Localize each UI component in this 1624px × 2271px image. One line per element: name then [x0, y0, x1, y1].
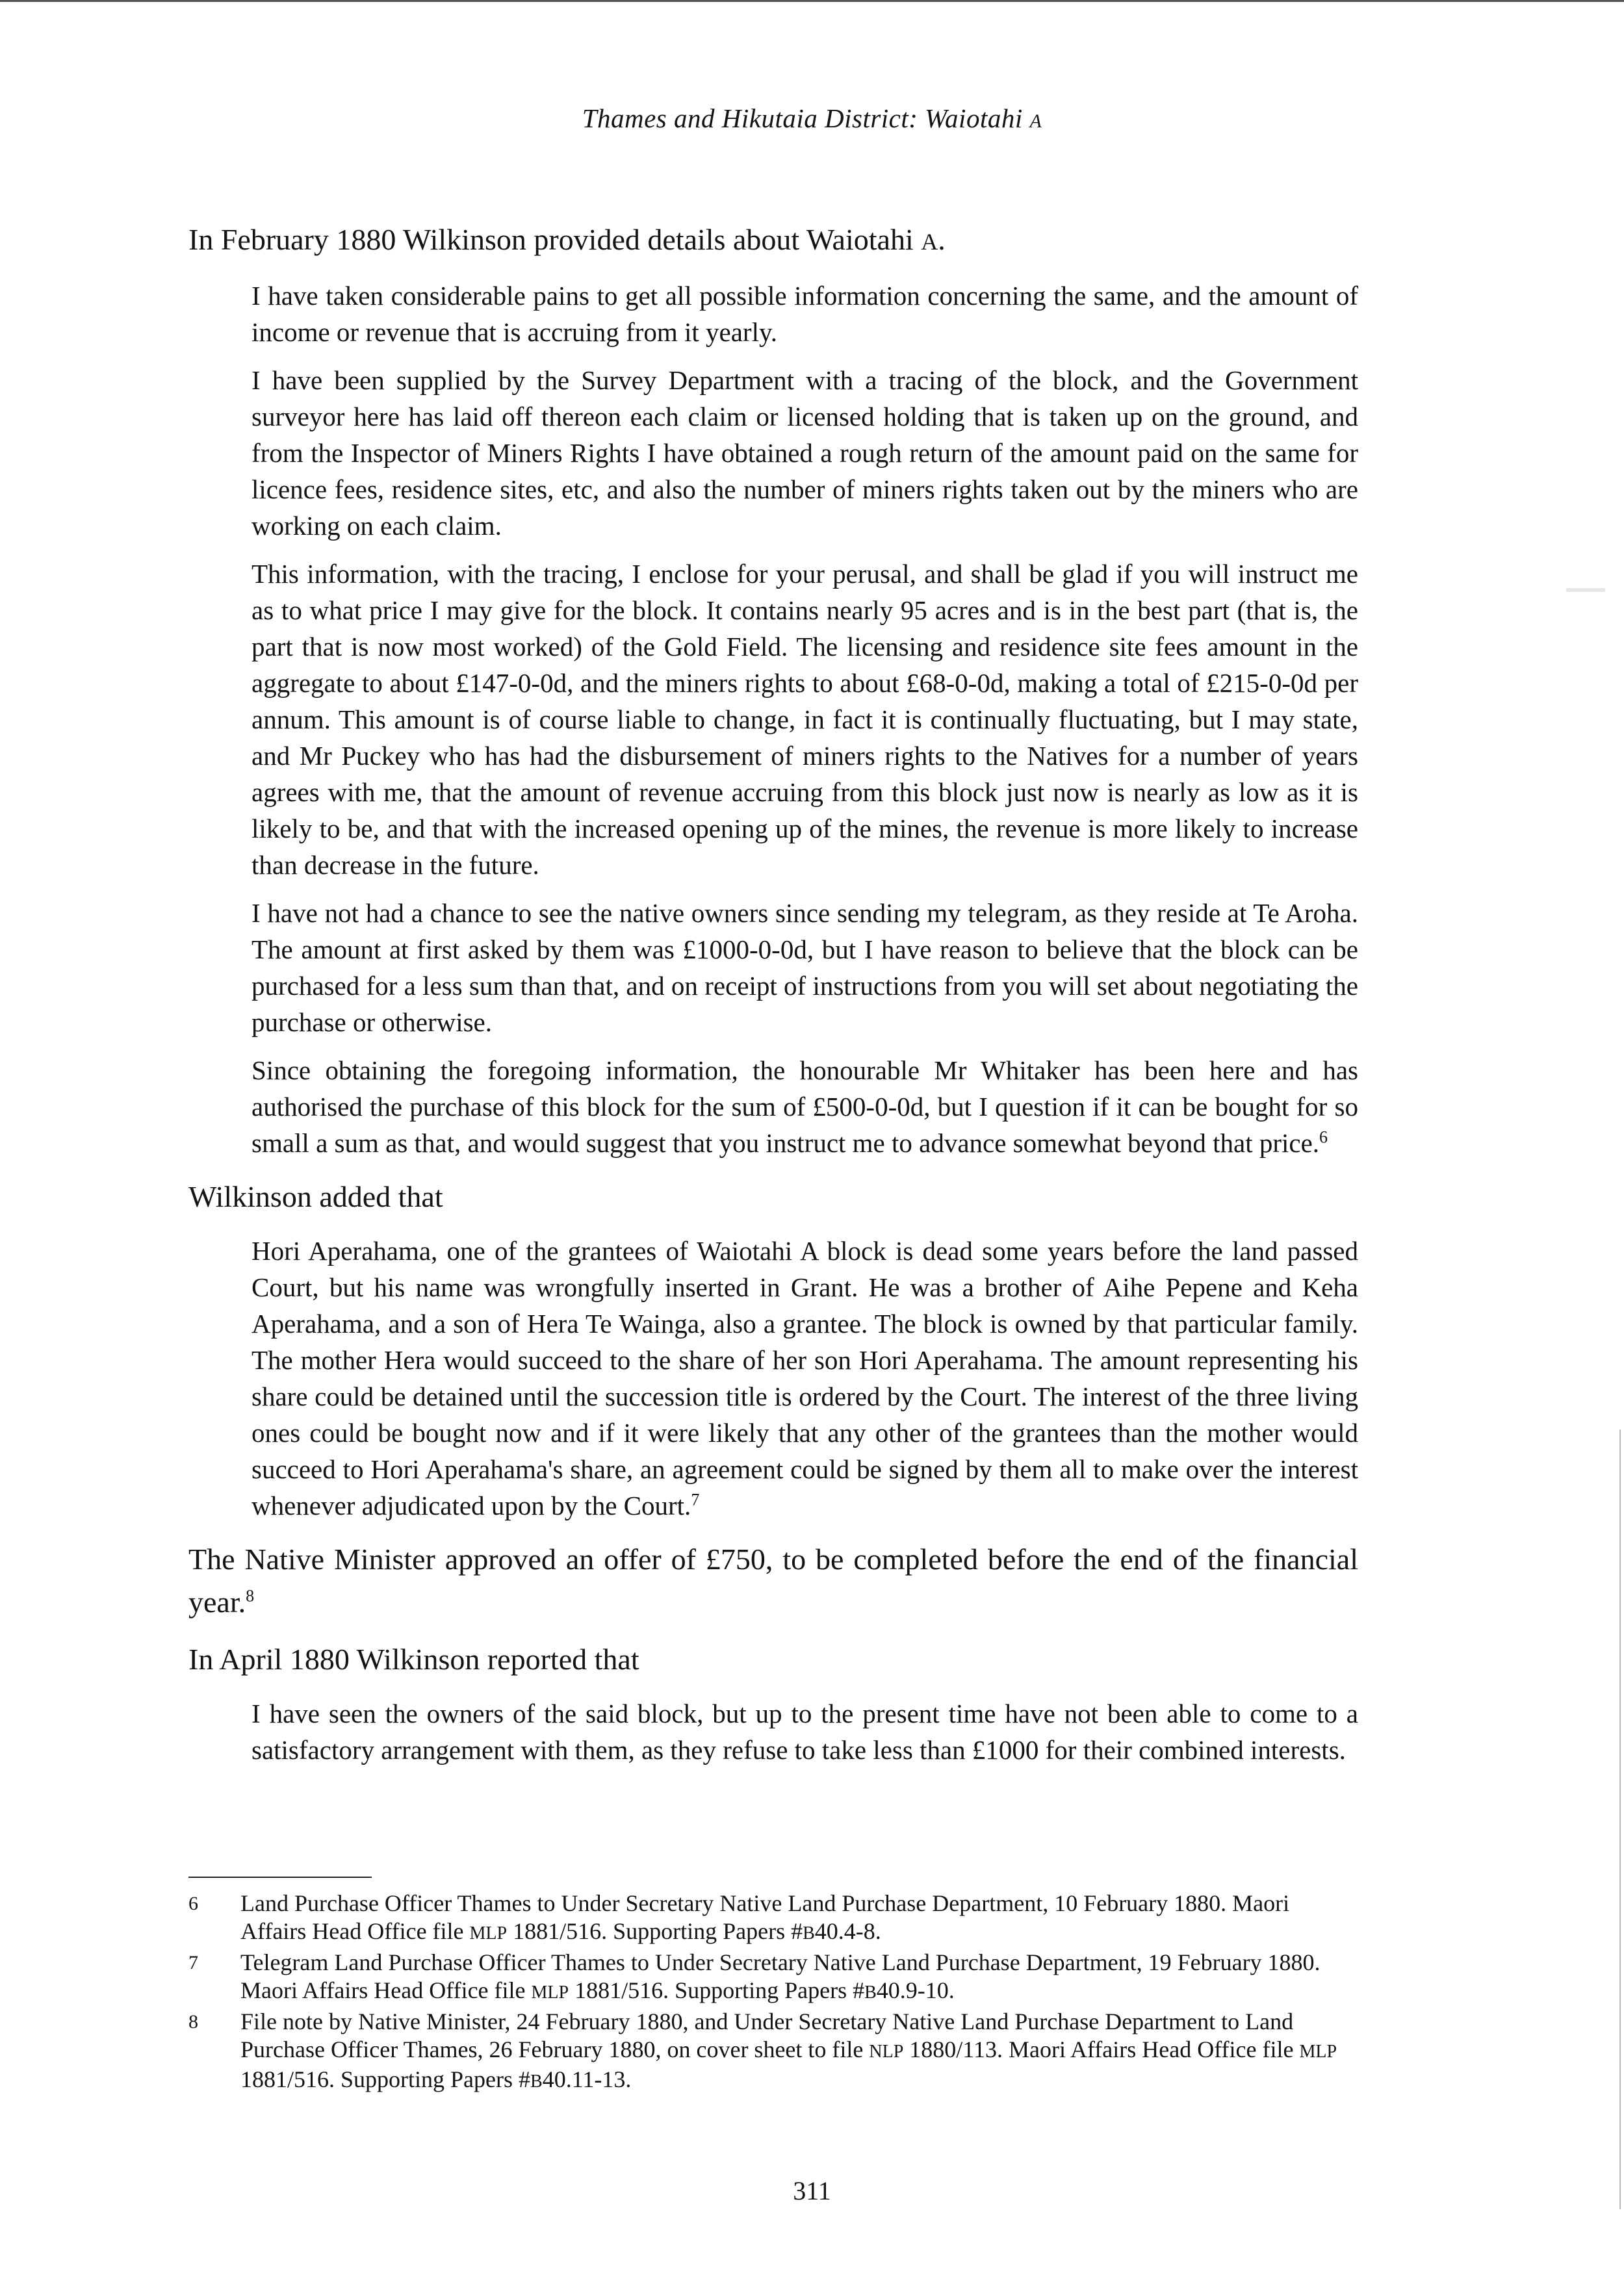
block-quote-2: [188, 1233, 1358, 1524]
intro-text: In February 1880 Wilkinson provided details about Waiotahi: [188, 223, 922, 256]
footnote-ref-8[interactable]: 8: [246, 1586, 255, 1606]
quote-text: Since obtaining the foregoing information, the honourable Mr Whitaker has been here and has authorised the purchase of this block for the sum of £500-0-0d, but I question if it can be bought for so small a sum as that, and would suggest that you instruct me to advance somewhat beyond that price.: [251, 1055, 1358, 1158]
footnote-ref-7[interactable]: 7: [691, 1490, 700, 1509]
quote-paragraph: This information, with the tracing, I enclose for your perusal, and shall be glad if you will instruct me as to what price I may give for the block. It contains nearly 95 acres and is in the best part (that is, the part that is now most worked) of the Gold Field. The licensing and residence site fees amount in the aggregate to about £147-0-0d, and the miners rights to about £68-0-0d, making a total of £215-0-0d per annum. This amount is of course liable to change, in fact it is continually fluctuating, but I may state, and Mr Puckey who has had the disbursement of miners rights to the Natives for a number of years agrees with me, that the amount of revenue accruing from this block just now is nearly as low as it is likely to be, and that with the increased opening up of the mines, the revenue is more likely to increase than decrease in the future.: [251, 559, 1358, 880]
header-title: Thames and Hikutaia District: Waiotahi: [582, 103, 1023, 133]
scan-artifact: [1566, 588, 1605, 592]
quote-text: Hori Aperahama, one of the grantees of Waiotahi A block is dead some years before the land passed Court, but his name was wrongfully inserted in Grant. He was a brother of Aihe Pepene and Keha Aperahama, and a son of Hera Te Wainga, also a grantee. The block is owned by that particular family. The mother Hera would succeed to the share of her son Hori Aperahama. The amount representing his share could be detained until the succession title is ordered by the Court. The interest of the three living ones could be bought now and if it were likely that any other of the grantees than the mother would succeed to Hori Aperahama's share, an agreement could be signed by them all to make over the interest whenever adjudicated upon by the Court.: [251, 1236, 1358, 1520]
minister-text: The Native Minister approved an offer of £750, to be completed before the end of the financial year.: [188, 1543, 1358, 1619]
intro-paragraph: [188, 218, 1358, 263]
footnote-ref-6[interactable]: 6: [1319, 1127, 1328, 1147]
footnote-number: 8: [188, 2011, 198, 2033]
footnote-rule: [188, 1877, 372, 1878]
footnote-text: Telegram Land Purchase Officer Thames to Under Secretary Native Land Purchase Department, 19 February 1880. Maori Affairs Head Office file MLP 1881/516. Supporting Papers #B40.9-10.: [240, 1949, 1321, 2003]
quote-paragraph: I have seen the owners of the said block, but up to the present time have not been able to come to a satisfactory arrangement with them, as they refuse to take less than £1000 for their combined interests.: [251, 1699, 1358, 1765]
page-number: 311: [793, 2176, 831, 2205]
minister-paragraph: [188, 1538, 1358, 1624]
footnote: [188, 1949, 1358, 2007]
footnotes: [188, 1890, 1358, 2097]
footnote-text: File note by Native Minister, 24 February 1880, and Under Secretary Native Land Purchase Department to Land Purchase Officer Thames, 26 February 1880, on cover sheet to file NLP 1880/113. Maori Affairs Head Office file MLP 1881/516. Supporting Papers #B40.11-13.: [240, 2008, 1337, 2092]
april-paragraph: In April 1880 Wilkinson reported that: [188, 1643, 639, 1676]
quote-paragraph: [251, 1233, 1358, 1524]
quote-paragraph: [251, 1052, 1358, 1161]
footnote-text: Land Purchase Officer Thames to Under Secretary Native Land Purchase Department, 10 February 1880. Maori Affairs Head Office file MLP 1881/516. Supporting Papers #B40.4-8.: [240, 1890, 1290, 1944]
footnote-number: 7: [188, 1952, 198, 1973]
quote-paragraph: I have taken considerable pains to get all possible information concerning the same, and the amount of income or revenue that is accruing from it yearly.: [251, 281, 1358, 347]
block-quote-3: [188, 1695, 1358, 1768]
quote-paragraph: I have not had a chance to see the native owners since sending my telegram, as they reside at Te Aroha. The amount at first asked by them was £1000-0-0d, but I have reason to believe that the block can be purchased for a less sum than that, and on receipt of instructions from you will set about negotiating the purchase or otherwise.: [251, 898, 1358, 1037]
footnote: [188, 1890, 1358, 1947]
intro-end: .: [938, 223, 946, 256]
quote-paragraph: I have been supplied by the Survey Department with a tracing of the block, and the Government surveyor here has laid off thereon each claim or licensed holding that is taken up on the ground, and from the Inspector of Miners Rights I have obtained a rough return of the amount paid on the same for licence fees, residence sites, etc, and also the number of miners rights taken out by the miners who are working on each claim.: [251, 365, 1358, 541]
top-border-line: [0, 0, 1624, 2]
intro-suffix: A: [921, 229, 938, 255]
block-quote-1: [188, 277, 1358, 1161]
footnote-number: 6: [188, 1893, 198, 1914]
running-header: [0, 103, 1624, 134]
page-body: [188, 218, 1358, 1782]
added-paragraph: Wilkinson added that: [188, 1180, 443, 1213]
footnote: [188, 2008, 1358, 2096]
header-title-suffix: A: [1029, 110, 1042, 132]
scan-edge-line: [1619, 1430, 1621, 2209]
